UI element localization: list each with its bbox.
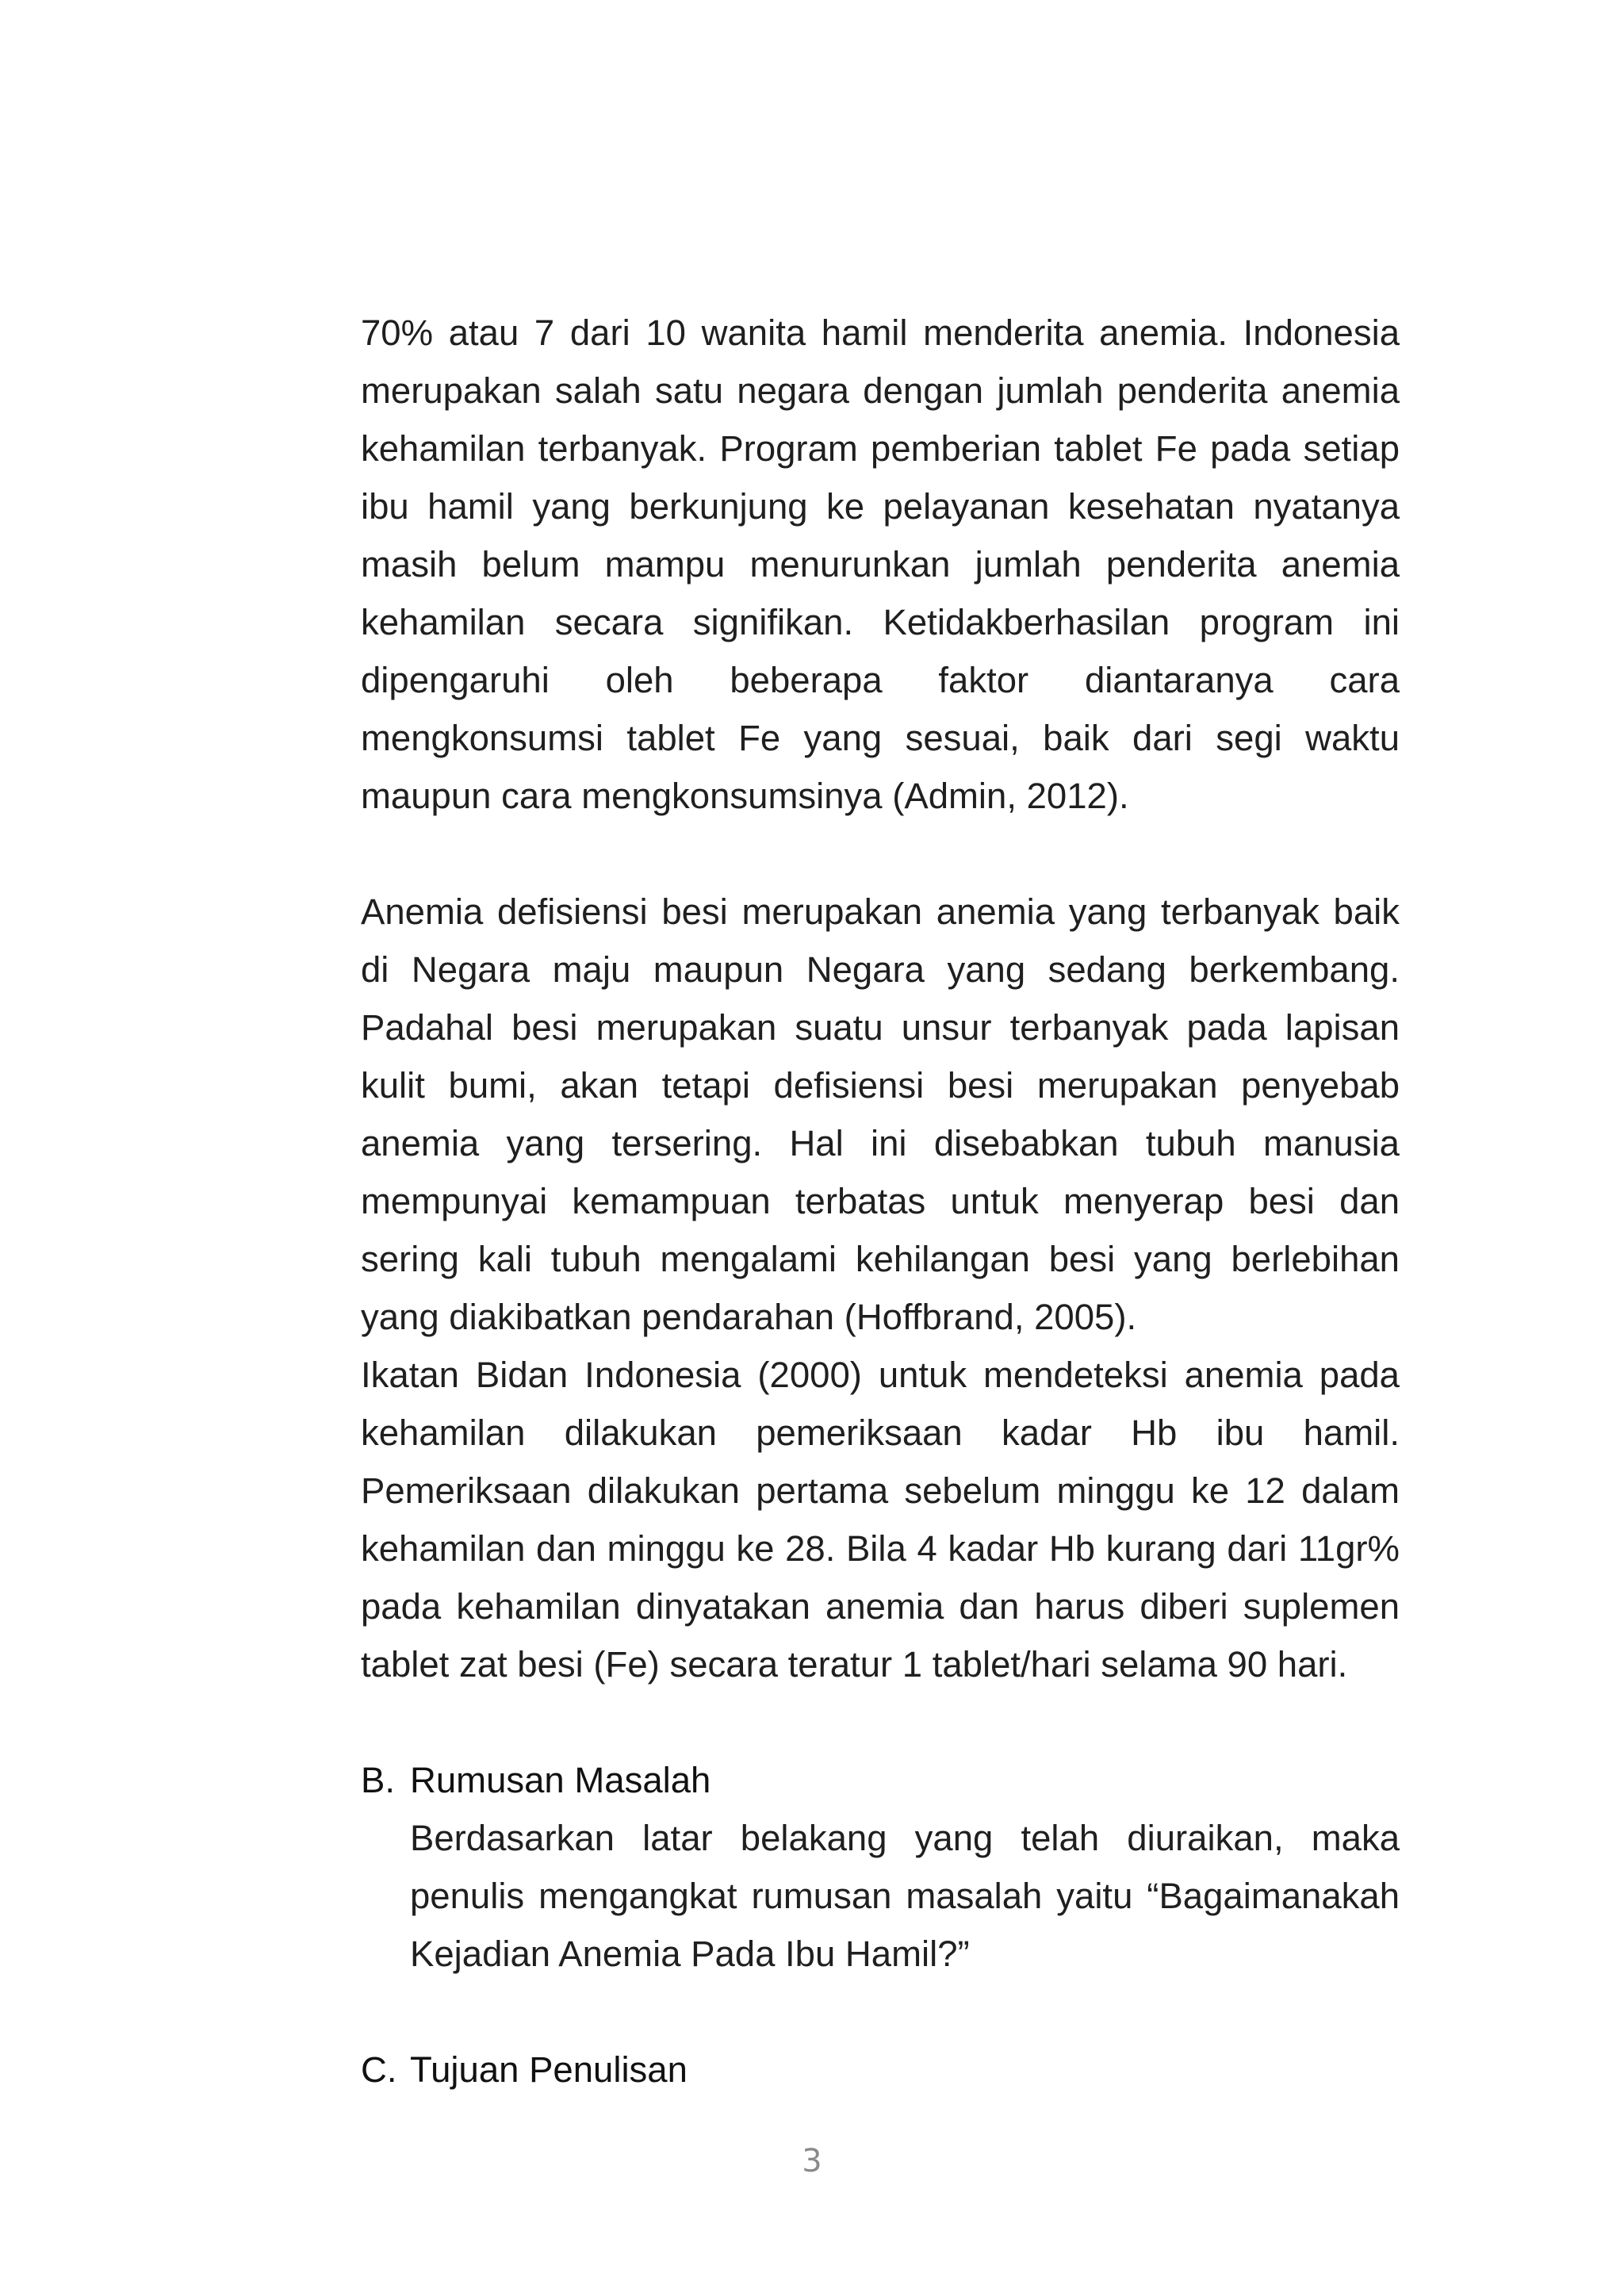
section-title-tujuan-penulisan: Tujuan Penulisan [410,2049,688,2090]
section-title-rumusan-masalah: Rumusan Masalah [410,1760,711,1800]
paragraph-ibi-detection: Ikatan Bidan Indonesia (2000) untuk mendeteksi anemia pada kehamilan dilakukan pemeriksaan kadar Hb ibu hamil. Pemeriksaan dilakukan pertama sebelum minggu ke 12 dalam kehamilan dan minggu ke 28. Bila 4 kadar Hb kurang dari 11gr% pada kehamilan dinyatakan anemia dan harus diberi suplemen tablet zat besi (Fe) secara teratur 1 tablet/hari selama 90 hari. [361,1355,1400,1685]
page-number: 3 [802,2143,822,2179]
page-content [361,304,1400,2099]
section-heading-tujuan-penulisan [361,2041,1400,2099]
paragraph-anemia-prevalence: 70% atau 7 dari 10 wanita hamil menderita anemia. Indonesia merupakan salah satu negara dengan jumlah penderita anemia kehamilan terbanyak. Program pemberian tablet Fe pada setiap ibu hamil yang berkunjung ke pelayanan kesehatan nyatanya masih belum mampu menurunkan jumlah penderita anemia kehamilan secara signifikan. Ketidakberhasilan program ini dipengaruhi oleh beberapa faktor diantaranya cara mengkonsumsi tablet Fe yang sesuai, baik dari segi waktu maupun cara mengkonsumsinya (Admin, 2012). [361,312,1400,816]
section-marker-b: B. [361,1760,395,1800]
section-heading-rumusan-masalah [361,1751,1400,1809]
paragraph-rumusan-masalah: Berdasarkan latar belakang yang telah diuraikan, maka penulis mengangkat rumusan masalah yaitu “Bagaimanakah Kejadian Anemia Pada Ibu Hamil?” [410,1818,1400,1974]
section-marker-c: C. [361,2049,397,2090]
paragraph-iron-deficiency: Anemia defisiensi besi merupakan anemia yang terbanyak baik di Negara maju maupun Negara yang sedang berkembang. Padahal besi merupakan suatu unsur terbanyak pada lapisan kulit bumi, akan tetapi defisiensi besi merupakan penyebab anemia yang tersering. Hal ini disebabkan tubuh manusia mempunyai kemampuan terbatas untuk menyerap besi dan sering kali tubuh mengalami kehilangan besi yang berlebihan yang diakibatkan pendarahan (Hoffbrand, 2005). [361,891,1400,1337]
